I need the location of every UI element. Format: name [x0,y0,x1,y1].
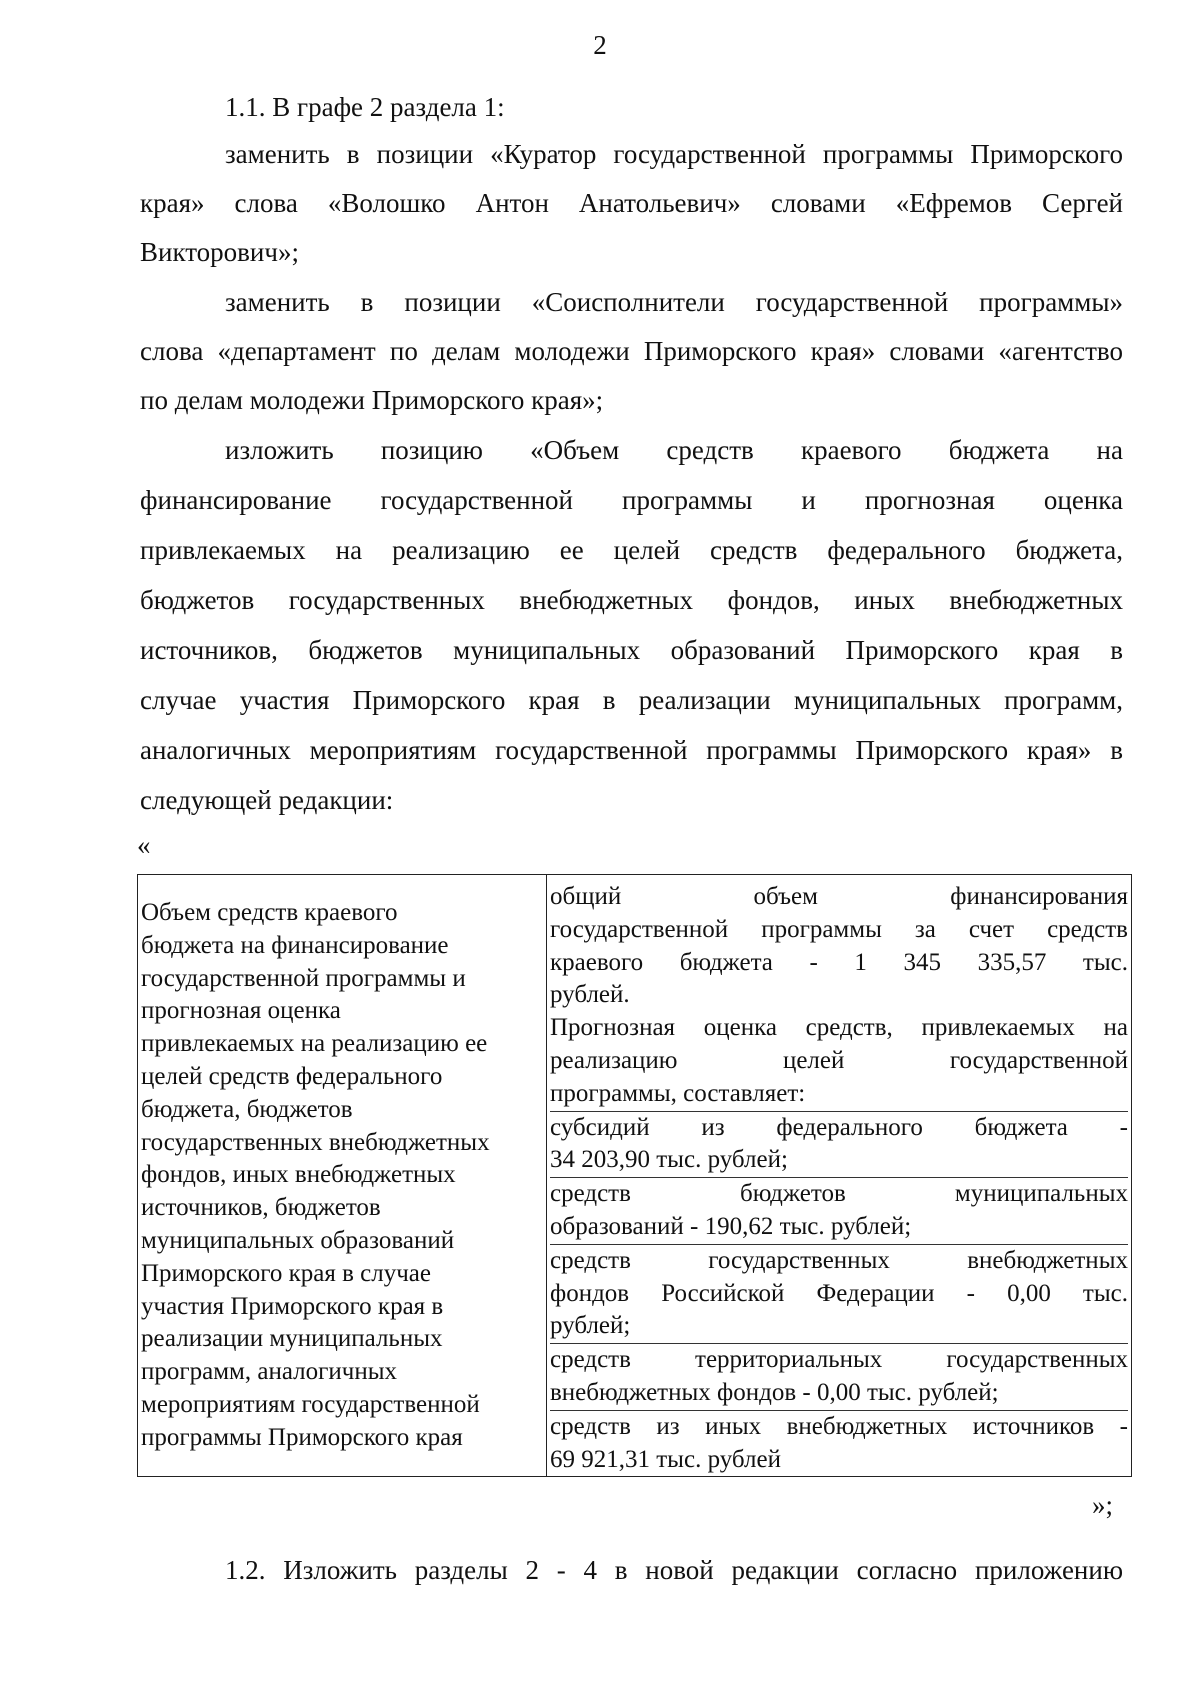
value-line: Прогнозная оценка средств, привлекаемых на [550,1014,1128,1042]
value-line: фондов Российской Федерации - 0,00 тыс. [550,1279,1128,1307]
passport-table [137,874,1132,1477]
param-line: Приморского края в случае [141,1259,431,1287]
param-line: мероприятиям государственной [141,1390,480,1418]
coexec-line-2: слова «департамент по делам молодежи Приморского края» словами «агентство [140,336,1123,366]
value-line: средств территориальных государственных [550,1343,1128,1377]
curator-line-1: заменить в позиции «Куратор государственной программы Приморского [225,139,1123,169]
volume-line-5: источников, бюджетов муниципальных образований Приморского края в [140,635,1123,665]
table-row [138,875,1132,1477]
param-line: прогнозная оценка [141,997,341,1025]
param-line: привлекаемых на реализацию ее [141,1030,488,1058]
curator-line-3: Викторович»; [140,237,299,267]
volume-line-7: аналогичных мероприятиям государственной программы Приморского края» в [140,735,1123,765]
value-line: рублей. [550,981,630,1009]
value-line: программы, составляет: [550,1079,806,1107]
coexec-line-1: заменить в позиции «Соисполнители государственной программы» [225,287,1123,317]
param-line: бюджета, бюджетов [141,1095,353,1123]
param-line: фондов, иных внебюджетных [141,1161,456,1189]
value-line: рублей; [550,1312,631,1340]
param-line: программ, аналогичных [141,1358,398,1386]
param-line: Объем средств краевого [141,899,398,926]
table-cell-parameter [138,875,547,1477]
value-line: общий объем финансирования [550,883,1128,910]
param-line: источников, бюджетов [141,1194,381,1222]
item-1-2-text: 1.2. Изложить разделы 2 - 4 в новой редакции согласно приложению [225,1555,1123,1585]
value-line: средств бюджетов муниципальных [550,1177,1128,1211]
curator-line-2: края» слова «Волошко Антон Анатольевич» словами «Ефремов Сергей [140,188,1123,218]
value-line: средств из иных внебюджетных источников - [550,1410,1128,1444]
volume-line-8: следующей редакции: [140,785,394,815]
value-line: внебюджетных фондов - 0,00 тыс. рублей; [550,1378,999,1406]
param-line: программы Приморского края [141,1423,463,1451]
value-line: государственной программы за счет средств [550,915,1128,943]
volume-line-6: случае участия Приморского края в реализации муниципальных программ, [140,685,1123,715]
opening-quote: « [137,830,151,860]
value-line: реализацию целей государственной [550,1046,1128,1074]
item-1-1-heading: 1.1. В графе 2 раздела 1: [225,92,505,122]
value-line: краевого бюджета - 1 345 335,57 тыс. [550,948,1128,976]
volume-line-2: финансирование государственной программы и прогнозная оценка [140,485,1123,515]
value-line: средств государственных внебюджетных [550,1244,1128,1278]
value-line: образований - 190,62 тыс. рублей; [550,1212,912,1240]
value-line: 34 203,90 тыс. рублей; [550,1146,788,1174]
page-number: 2 [593,30,607,60]
volume-line-3: привлекаемых на реализацию ее целей средств федерального бюджета, [140,535,1123,565]
param-line: целей средств федерального [141,1062,443,1090]
param-line: бюджета на финансирование [141,931,449,959]
param-line: государственной программы и [141,964,466,992]
volume-line-4: бюджетов государственных внебюджетных фондов, иных внебюджетных [140,585,1123,615]
param-line: участия Приморского края в [141,1292,444,1320]
value-line: 69 921,31 тыс. рублей [550,1445,781,1473]
table-cell-value [547,875,1132,1477]
param-line: муниципальных образований [141,1226,455,1254]
closing-quote: »; [1092,1490,1114,1520]
volume-line-1: изложить позицию «Объем средств краевого бюджета на [225,435,1123,465]
param-line: реализации муниципальных [141,1325,443,1353]
coexec-line-3: по делам молодежи Приморского края»; [140,385,604,415]
value-line: субсидий из федерального бюджета - [550,1111,1128,1145]
param-line: государственных внебюджетных [141,1128,490,1156]
